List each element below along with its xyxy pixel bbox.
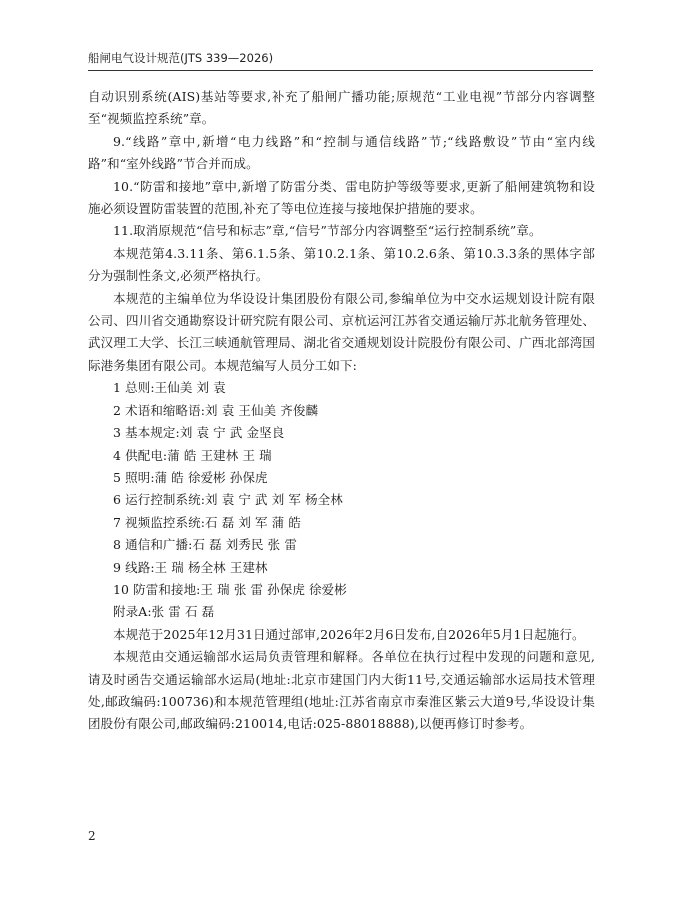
author-list-item: 3 基本规定:刘 袁 宁 武 金坚良 — [113, 425, 285, 441]
author-list-item: 附录A:张 雷 石 磊 — [113, 604, 215, 620]
paragraph: 9.“线路”章中,新增“电力线路”和“控制与通信线路”节;“线路敷设”节由“室内线路”和“室外线路”节合并而成。 — [88, 133, 595, 172]
author-list-item: 2 术语和缩略语:刘 袁 王仙美 齐俊麟 — [113, 402, 319, 418]
header-rule — [88, 70, 593, 71]
paragraph: 10.“防雷和接地”章中,新增了防雷分类、雷电防护等级等要求,更新了船闸建筑物和设施必须设置防雷装置的范围,补充了等电位连接与接地保护措施的要求。 — [88, 178, 595, 217]
author-list-item: 5 照明:蒲 皓 徐爱彬 孙保虎 — [113, 469, 268, 485]
author-list-item: 7 视频监控系统:石 磊 刘 军 蒲 皓 — [113, 514, 302, 530]
body-text — [88, 86, 595, 736]
author-list-item: 1 总则:王仙美 刘 袁 — [113, 380, 226, 396]
author-list-item: 4 供配电:蒲 皓 王建林 王 瑞 — [113, 447, 272, 463]
paragraph: 本规范于2025年12月31日通过部审,2026年2月6日发布,自2026年5月1日起施行。 — [113, 626, 585, 642]
running-header: 船闸电气设计规范(JTS 339—2026) — [88, 51, 274, 65]
author-list-item: 6 运行控制系统:刘 袁 宁 武 刘 军 杨全林 — [113, 492, 343, 508]
paragraph: 本规范由交通运输部水运局负责管理和解释。各单位在执行过程中发现的问题和意见,请及时函告交通运输部水运局(地址:北京市建国门内大街11号,交通运输部水运局技术管理处,邮政编码:100736)和本规范管理组(地址:江苏省南京市秦淮区紫云大道9号,华设设计集团股份有限公司,邮政编码:210014,电话:025-88018888),以便再修订时参考。 — [88, 649, 595, 732]
paragraph: 自动识别系统(AIS)基站等要求,补充了船闸广播功能;原规范“工业电视”节部分内容调整至“视频监控系统”章。 — [88, 89, 595, 127]
author-list-item: 10 防雷和接地:王 瑞 张 雷 孙保虎 徐爱彬 — [113, 581, 347, 597]
paragraph: 本规范第4.3.11条、第6.1.5条、第10.2.1条、第10.2.6条、第10.3.3条的黑体字部分为强制性条文,必须严格执行。 — [88, 245, 595, 284]
page-number: 2 — [88, 829, 96, 843]
author-list — [88, 377, 595, 623]
author-list-item: 8 通信和广播:石 磊 刘秀民 张 雷 — [113, 537, 297, 553]
author-list-item: 9 线路:王 瑞 杨全林 王建林 — [113, 559, 268, 575]
paragraph: 本规范的主编单位为华设设计集团股份有限公司,参编单位为中交水运规划设计院有限公司、四川省交通勘察设计研究院有限公司、京杭运河江苏省交通运输厅苏北航务管理处、武汉理工大学、长江三峡通航管理局、湖北省交通规划设计院股份有限公司、广西北部湾国际港务集团有限公司。本规范编写人员分工如下: — [88, 290, 595, 373]
paragraph: 11.取消原规范“信号和标志”章,“信号”节部分内容调整至“运行控制系统”章。 — [113, 223, 542, 239]
